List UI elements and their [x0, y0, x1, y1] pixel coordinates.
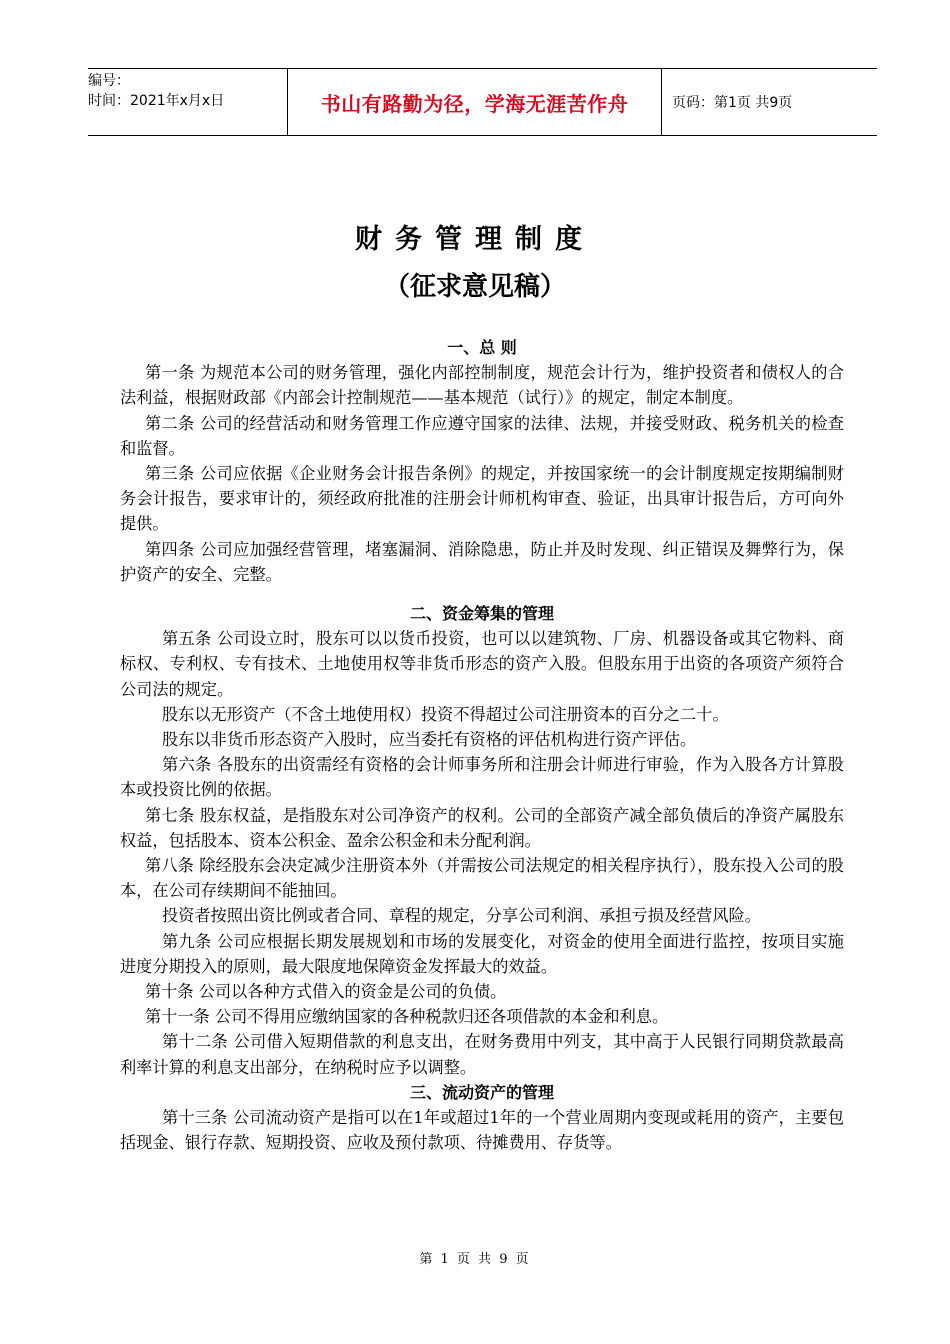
- header-meta: [88, 69, 287, 135]
- paragraph: 股东以非货币形态资产入股时，应当委托有资格的评估机构进行资产评估。: [162, 730, 697, 750]
- paragraph: 股东以无形资产（不含土地使用权）投资不得超过公司注册资本的百分之二十。: [162, 704, 729, 724]
- paragraph: 第七条 股东权益，是指股东对公司净资产的权利。公司的全部资产减全部负债后的净资产属股东权益，包括股本、资本公积金、盈余公积金和未分配利润。: [120, 805, 844, 850]
- paragraph: 第四条 公司应加强经营管理，堵塞漏洞、消除隐患，防止并及时发现、纠正错误及舞弊行为，保护资产的安全、完整。: [120, 539, 844, 584]
- paragraph: 第二条 公司的经营活动和财务管理工作应遵守国家的法律、法规，并接受财政、税务机关的检查和监督。: [120, 413, 844, 458]
- document-title: 财务管理制度: [355, 224, 595, 255]
- paragraph: 第九条 公司应根据长期发展规划和市场的发展变化，对资金的使用全面进行监控，按项目实施进度分期投入的原则，最大限度地保障资金发挥最大的效益。: [120, 931, 844, 976]
- page-code: 页码：第1页 共9页: [672, 95, 793, 111]
- paragraph: 第十二条 公司借入短期借款的利息支出，在财务费用中列支，其中高于人民银行同期贷款最高利率计算的利息支出部分，在纳税时应予以调整。: [120, 1032, 844, 1077]
- header-motto-cell: [287, 69, 662, 135]
- paragraph: 第三条 公司应依据《企业财务会计报告条例》的规定，并按国家统一的会计制度规定按期编制财务会计报告，要求审计的，须经政府批准的注册会计师机构审查、验证，出具审计报告后，方可向外提供。: [120, 464, 844, 534]
- document-header: [88, 68, 877, 136]
- paragraph: 第五条 公司设立时，股东可以以货币投资，也可以以建筑物、厂房、机器设备或其它物料、商标权、专利权、专有技术、土地使用权等非货币形态的资产入股。但股东用于出资的各项资产须符合公司法的规定。: [120, 629, 844, 699]
- paragraph: 第十一条 公司不得用应缴纳国家的各种税款归还各项借款的本金和利息。: [145, 1007, 669, 1027]
- section-heading: 一、总 则: [447, 338, 517, 357]
- paragraph: 第八条 除经股东会决定减少注册资本外（并需按公司法规定的相关程序执行），股东投入公司的股本，在公司存续期间不能抽回。: [120, 856, 844, 901]
- paragraph: 第十三条 公司流动资产是指可以在1年或超过1年的一个营业周期内变现或耗用的资产，主要包括现金、银行存款、短期投资、应收及预付款项、待摊费用、存货等。: [120, 1108, 844, 1153]
- motto: 书山有路勤为径，学海无涯苦作舟: [320, 91, 629, 116]
- paragraph: 第十条 公司以各种方式借入的资金是公司的负债。: [145, 982, 507, 1002]
- number-label: 编号：: [88, 73, 130, 89]
- paragraph: 第一条 为规范本公司的财务管理，强化内部控制制度，规范会计行为，维护投资者和债权人的合法利益，根据财政部《内部会计控制规范——基本规范（试行）》的规定，制定本制度。: [120, 363, 844, 408]
- paragraph: 第六条 各股东的出资需经有资格的会计师事务所和注册会计师进行审验，作为入股各方计算股本或投资比例的依据。: [120, 755, 844, 800]
- section-heading: 三、流动资产的管理: [409, 1082, 554, 1102]
- document-subtitle: （征求意见稿）: [383, 272, 566, 302]
- page-footer: 第 1 页 共 9 页: [419, 1252, 531, 1267]
- header-page-cell: [662, 69, 877, 135]
- section-heading: 二、资金筹集的管理: [409, 604, 554, 624]
- time-label: 时间：2021年x月x日: [88, 93, 225, 109]
- paragraph: 投资者按照出资比例或者合同、章程的规定，分享公司利润、承担亏损及经营风险。: [162, 906, 761, 926]
- document-body: [120, 335, 844, 1156]
